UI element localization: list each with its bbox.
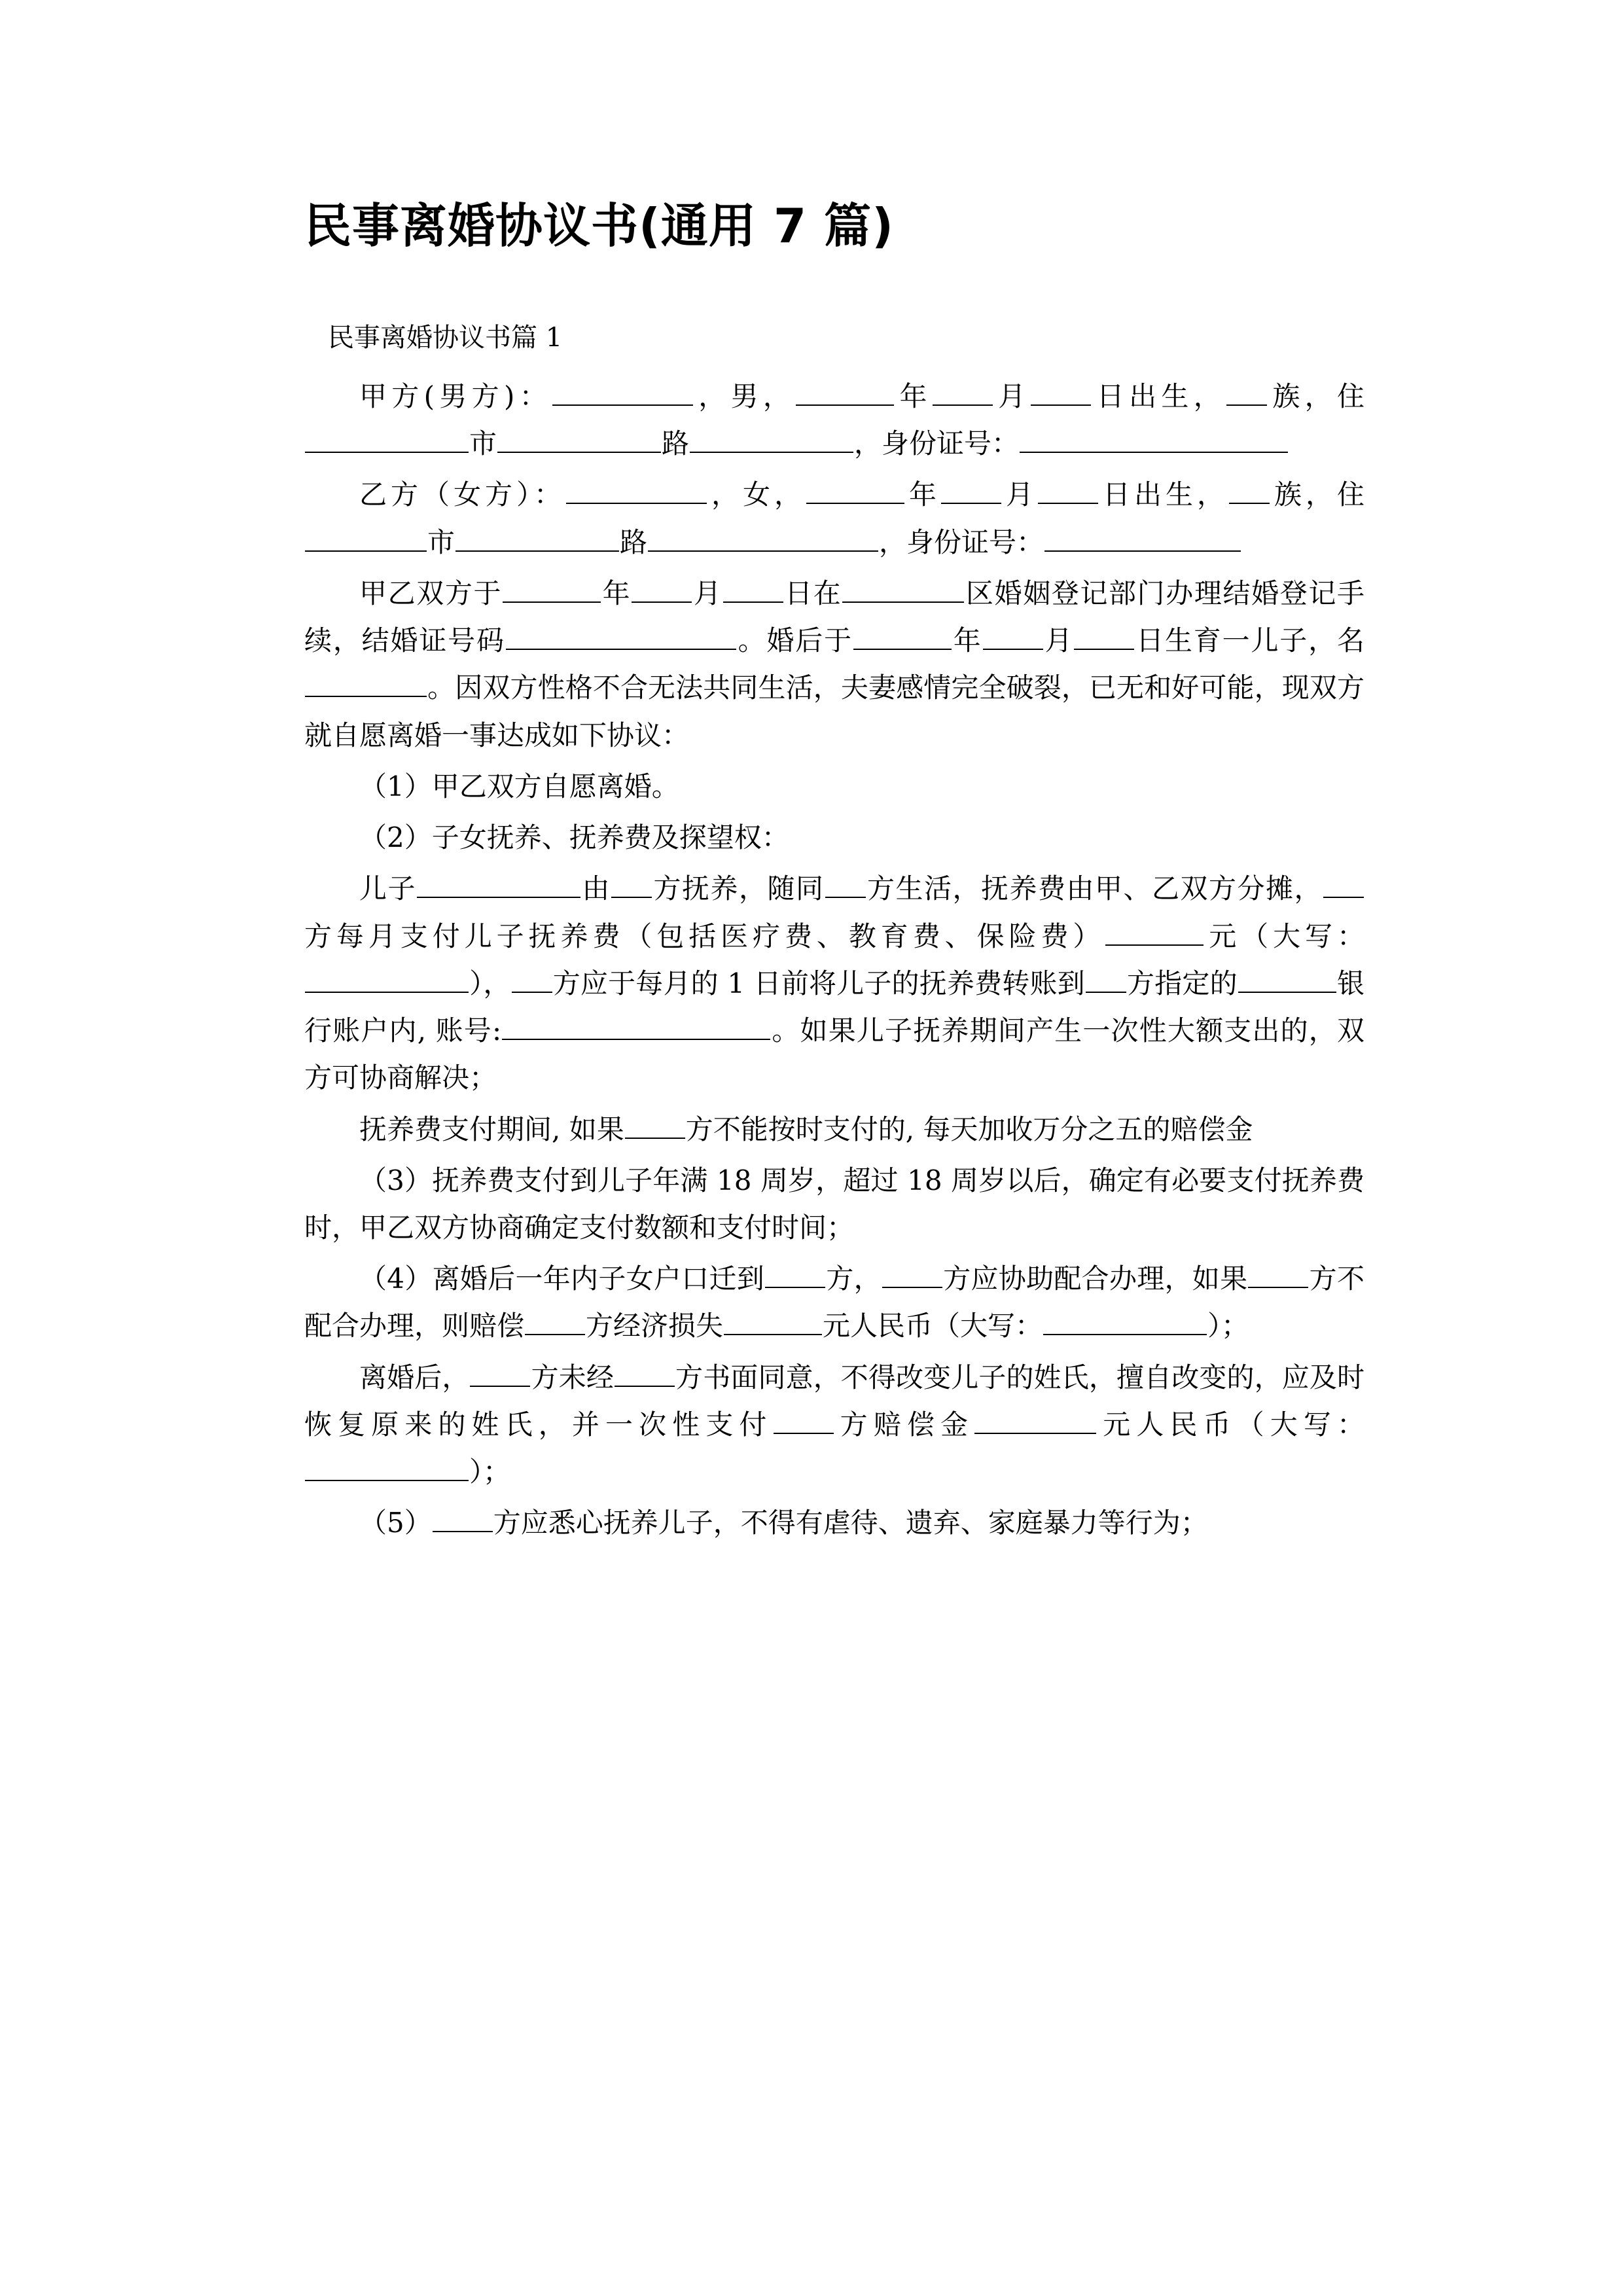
- page-title-text: 民事离婚协议书(通用 7 篇): [304, 198, 895, 253]
- party-a-name-field[interactable]: [552, 378, 693, 406]
- custody-large-expense-label: 。如果儿子抚养期间产生一次性大额支出的，双方可协商解决；: [304, 1014, 1364, 1094]
- custody-close-label: ），: [469, 967, 511, 999]
- party-a-ethnicity-field[interactable]: [1226, 378, 1267, 406]
- custody-bank-name-field[interactable]: [1238, 965, 1336, 993]
- party-a-gender: ，男，: [693, 380, 796, 412]
- penalty-text: 方不能按时支付的, 每天加收万分之五的赔偿金: [685, 1113, 1253, 1145]
- marriage-registration-paragraph: [304, 570, 1364, 759]
- custody-transfer-payer-field[interactable]: [512, 965, 552, 993]
- item4-close-label: ）；: [1207, 1310, 1249, 1342]
- party-b-province-field[interactable]: [305, 524, 427, 552]
- party-a-birth-day-field[interactable]: [1031, 378, 1091, 406]
- clause-item-4: [304, 1255, 1364, 1350]
- surname-lead: 离婚后，: [359, 1361, 470, 1393]
- party-a-id-label: ，身份证号：: [854, 427, 1020, 460]
- clause-item-2: （2）子女抚养、抚养费及探望权：: [359, 821, 789, 854]
- custody-amount-field[interactable]: [1105, 917, 1204, 945]
- section-heading: 民事离婚协议书篇 1: [328, 323, 563, 353]
- surname-compensation-label: 方赔偿金: [834, 1408, 974, 1441]
- item5-text: 方应悉心抚养儿子，不得有虐待、遗弃、家庭暴力等行为；: [493, 1507, 1208, 1539]
- party-b-birth-day-field[interactable]: [1038, 476, 1098, 504]
- hukou-compensation-words-field[interactable]: [1043, 1307, 1207, 1335]
- surname-yuan-label: 元人民币（大写：: [1097, 1408, 1364, 1441]
- item4-yuan-label: 元人民币（大写：: [823, 1310, 1043, 1342]
- party-a-label: 甲方(男方)：: [359, 380, 552, 412]
- party-b-month-label: 月: [1001, 478, 1037, 511]
- birth-month-label: 月: [1043, 624, 1074, 657]
- clause-item-1: （1）甲乙双方自愿离婚。: [359, 770, 679, 802]
- party-b-road-label: 路: [620, 526, 648, 558]
- marriage-district-field[interactable]: [842, 575, 964, 603]
- party-a-id-field[interactable]: [1020, 425, 1288, 453]
- party-b-id-label: ，身份证号：: [879, 526, 1044, 558]
- clause-item-5: [304, 1499, 1364, 1547]
- custody-raise-label: 方抚养，随同: [652, 872, 825, 905]
- child-born-text: 日生育一儿子，名: [1135, 624, 1364, 657]
- custody-child-name-field[interactable]: [417, 870, 580, 898]
- surname-compensated-party-field[interactable]: [774, 1406, 834, 1434]
- party-a-paragraph: [304, 373, 1364, 467]
- party-b-road-field[interactable]: [648, 524, 878, 552]
- surname-without-label: 方未经: [531, 1361, 614, 1393]
- item4-assist-label: 方应协助配合办理，如果: [942, 1263, 1248, 1295]
- custody-live-with-field[interactable]: [825, 870, 866, 898]
- party-b-gender: ，女，: [707, 478, 806, 511]
- custody-designated-party-field[interactable]: [1086, 965, 1126, 993]
- party-b-year-label: 年: [904, 478, 940, 511]
- clause-item-3: （3）抚养费支付到儿子年满 18 周岁，超过 18 周岁以后，确定有必要支付抚养费时，甲乙双方协商确定支付数额和支付时间；: [304, 1164, 1364, 1244]
- party-a-city-label: 市: [469, 427, 497, 460]
- after-marriage-text: 。婚后于: [736, 624, 853, 657]
- custody-payer-field[interactable]: [1323, 870, 1364, 898]
- custody-bank-label: 银行账户内, 账号:: [304, 967, 1364, 1047]
- page-title: [304, 196, 1364, 255]
- surname-text: 方书面同意，不得改变儿子的姓氏，擅自改变的，应及时恢复原来的姓氏，并一次性支付: [304, 1361, 1364, 1441]
- hukou-refusing-party-field[interactable]: [1248, 1260, 1308, 1288]
- party-b-ethnicity-field[interactable]: [1229, 476, 1270, 504]
- custody-yuan-label: 元（大写：: [1204, 920, 1364, 952]
- surname-consenting-party-field[interactable]: [615, 1359, 675, 1387]
- breakdown-text: 。因双方性格不合无法共同生活，夫妻感情完全破裂，已无和好可能，现双方就自愿离婚一事达成如下协议：: [304, 672, 1364, 751]
- party-a-birth-year-field[interactable]: [796, 378, 894, 406]
- custody-party-field[interactable]: [611, 870, 652, 898]
- marriage-month-field[interactable]: [632, 575, 692, 603]
- marriage-lead: 甲乙双方于: [359, 577, 503, 609]
- item4-refuse-label: 方不配合办理，则赔偿: [304, 1263, 1364, 1342]
- party-b-ethnicity-label: 族，住: [1270, 478, 1364, 511]
- marriage-year-field[interactable]: [503, 575, 601, 603]
- party-b-city-field[interactable]: [455, 524, 619, 552]
- party-b-birth-month-field[interactable]: [941, 476, 1001, 504]
- birth-month-field[interactable]: [983, 622, 1043, 650]
- party-b-label: 乙方（女方）：: [359, 478, 565, 511]
- marriage-bureau-text: 区婚姻登记部门办理结婚登记手续，结婚证号码: [304, 577, 1364, 657]
- surname-paragraph: [304, 1354, 1364, 1496]
- custody-transfer-label: 方应于每月的 1 日前将儿子的抚养费转账到: [552, 967, 1085, 999]
- party-a-month-label: 月: [993, 380, 1031, 412]
- party-b-city-label: 市: [427, 526, 455, 558]
- penalty-lead: 抚养费支付期间, 如果: [359, 1113, 624, 1145]
- birth-year-field[interactable]: [853, 622, 952, 650]
- marriage-day-field[interactable]: [723, 575, 783, 603]
- item4-loss-label: 方经济损失: [586, 1310, 724, 1342]
- marriage-month-label: 月: [692, 577, 722, 609]
- party-a-road-field[interactable]: [690, 425, 853, 453]
- party-a-city-field[interactable]: [497, 425, 661, 453]
- custody-monthly-label: 方每月支付儿子抚养费（包括医疗费、教育费、保险费）: [304, 920, 1105, 952]
- party-b-paragraph: [304, 471, 1364, 565]
- hukou-target-party-field[interactable]: [765, 1260, 825, 1288]
- custody-share-label: 方生活，抚养费由甲、乙双方分摊，: [866, 872, 1323, 905]
- item4-party-label: 方，: [826, 1263, 882, 1295]
- party-a-road-label: 路: [662, 427, 690, 460]
- hukou-compensation-amount-field[interactable]: [724, 1307, 822, 1335]
- surname-compensation-amount-field[interactable]: [974, 1406, 1096, 1434]
- item5-lead: （5）: [359, 1507, 432, 1539]
- party-a-birth-month-field[interactable]: [933, 378, 993, 406]
- penalty-paragraph: [304, 1106, 1364, 1153]
- marriage-day-label: 日在: [783, 577, 842, 609]
- custody-by-label: 由: [581, 872, 611, 905]
- custody-paragraph: [304, 865, 1364, 1102]
- birth-year-label: 年: [952, 624, 982, 657]
- party-a-year-label: 年: [895, 380, 932, 412]
- surname-close-label: ）；: [469, 1456, 511, 1488]
- custody-amount-words-field[interactable]: [305, 965, 469, 993]
- marriage-certificate-number-field[interactable]: [506, 622, 736, 650]
- custody-designated-label: 方指定的: [1126, 967, 1238, 999]
- party-a-born-label: 日出生，: [1092, 380, 1226, 412]
- party-b-id-field[interactable]: [1044, 524, 1241, 552]
- surname-changing-party-field[interactable]: [470, 1359, 530, 1387]
- penalty-party-field[interactable]: [625, 1110, 685, 1138]
- hukou-assist-party-field[interactable]: [882, 1260, 942, 1288]
- item5-party-field[interactable]: [433, 1504, 493, 1532]
- custody-account-number-field[interactable]: [502, 1012, 770, 1040]
- custody-child-label: 儿子: [359, 872, 416, 905]
- party-b-born-label: 日出生，: [1098, 478, 1228, 511]
- item4-lead: （4）离婚后一年内子女户口迁到: [359, 1263, 765, 1295]
- birth-day-field[interactable]: [1074, 622, 1134, 650]
- marriage-year-label: 年: [601, 577, 632, 609]
- party-a-province-field[interactable]: [305, 425, 469, 453]
- surname-compensation-words-field[interactable]: [305, 1453, 469, 1481]
- hukou-compensated-party-field[interactable]: [525, 1307, 585, 1335]
- party-b-birth-year-field[interactable]: [806, 476, 904, 504]
- party-a-ethnicity-label: 族，住: [1268, 380, 1364, 412]
- party-b-name-field[interactable]: [566, 476, 707, 504]
- child-name-field[interactable]: [305, 669, 427, 697]
